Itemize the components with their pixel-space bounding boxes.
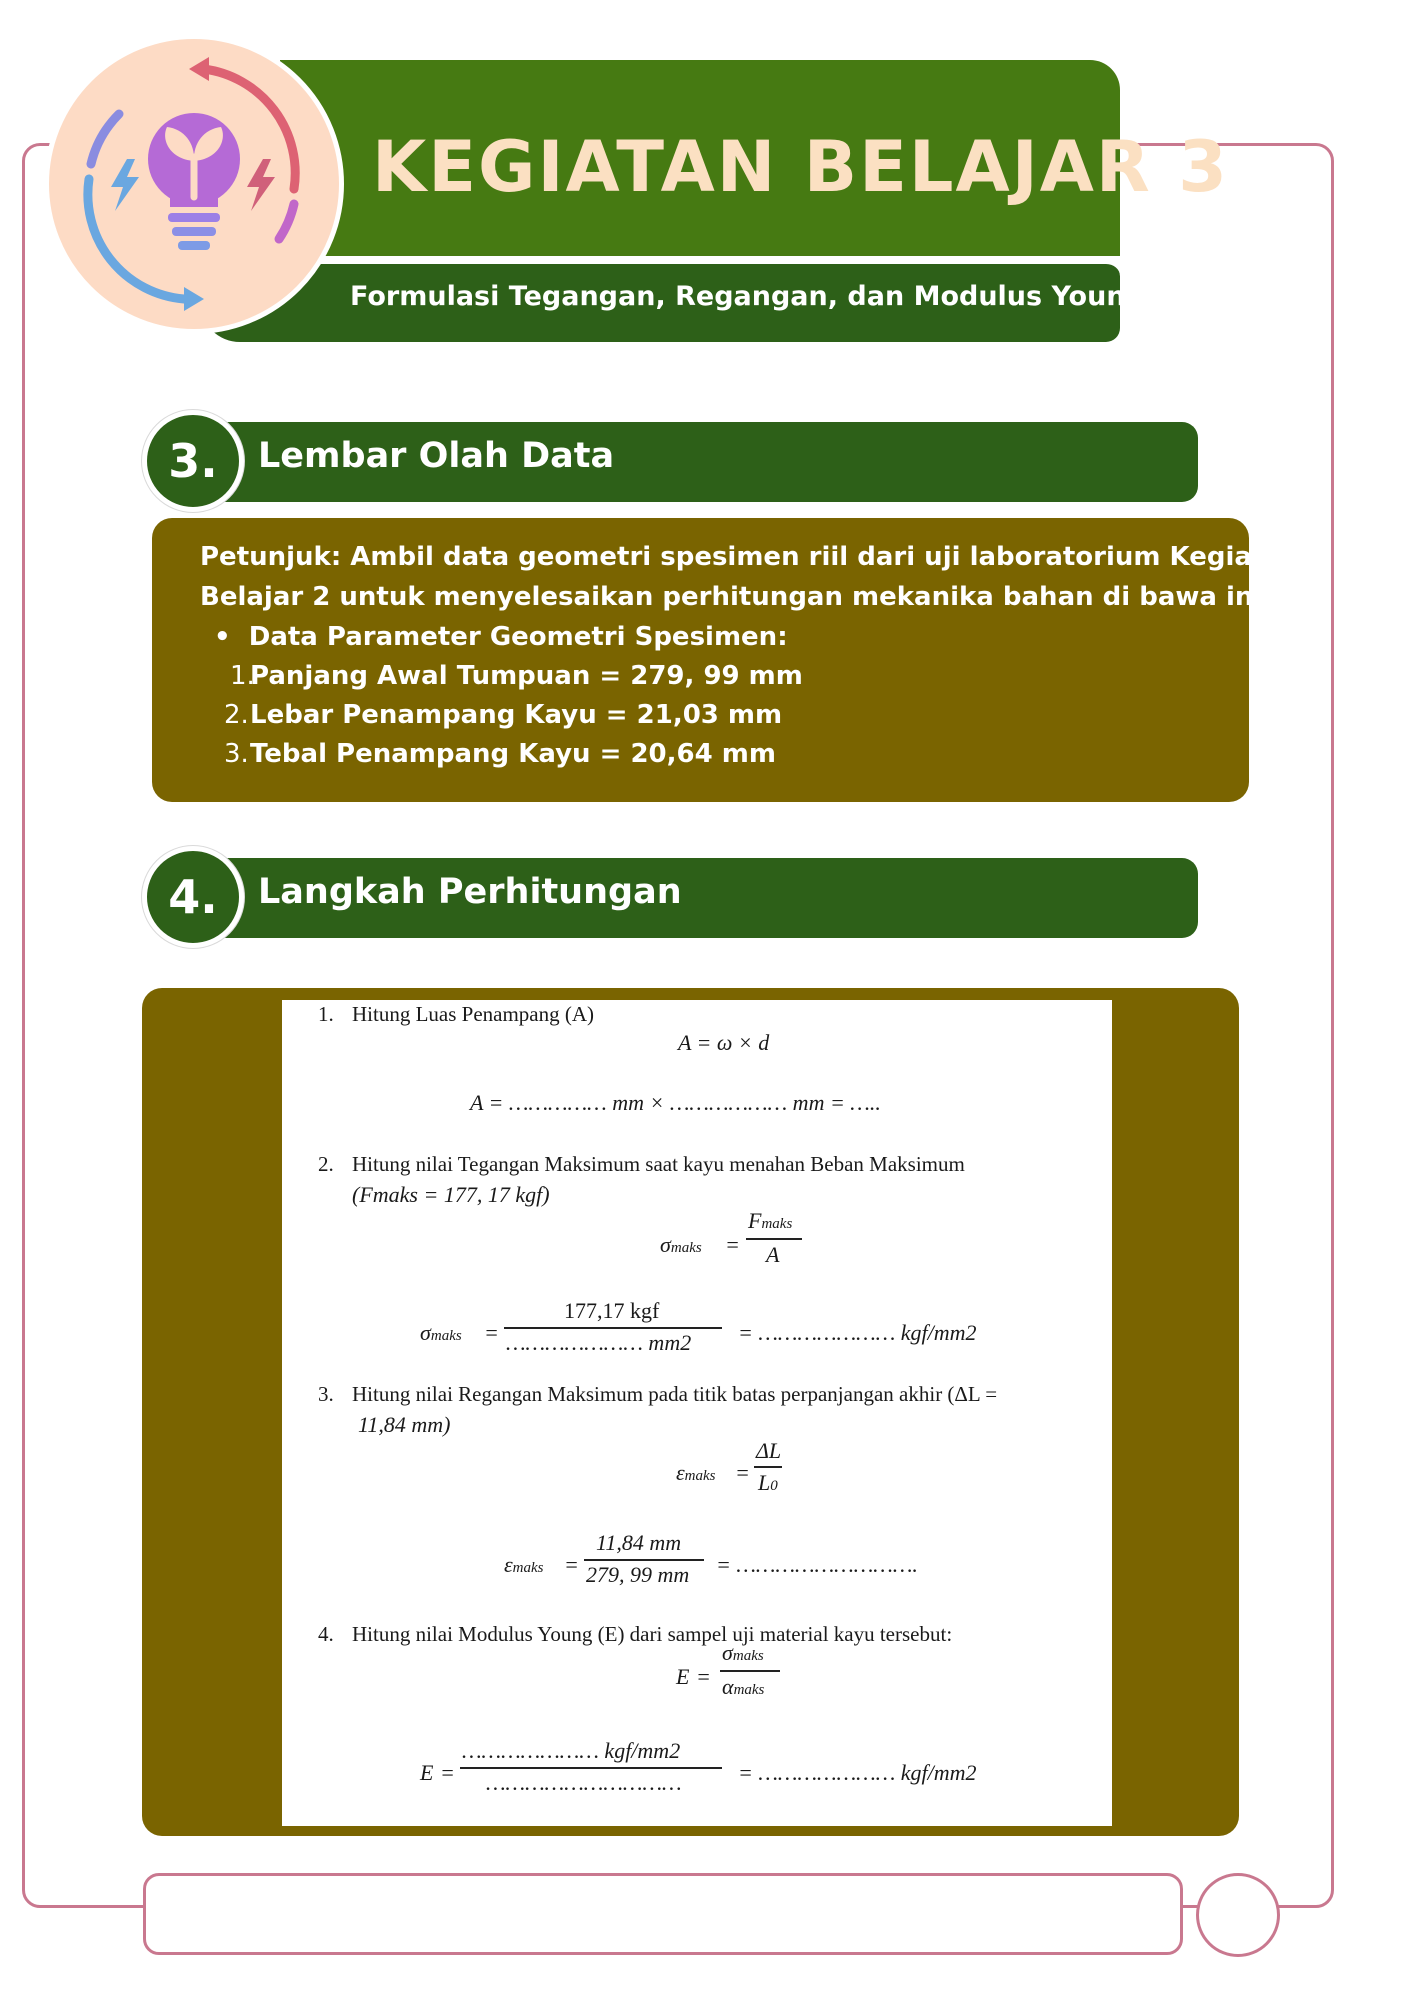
- step-4-denominator: αmaks: [722, 1674, 765, 1699]
- instructions-bullet: • Data Parameter Geometri Spesimen:: [214, 622, 788, 652]
- step-2-work-rhs: = ………………… kgf/mm2: [738, 1320, 977, 1345]
- step-2-work-eq: =: [484, 1320, 499, 1345]
- item-number: 3.: [224, 739, 249, 769]
- fraction-line: [460, 1767, 722, 1769]
- step-3-text: Hitung nilai Regangan Maksimum pada titik batas perpanjangan akhir (ΔL =: [352, 1382, 998, 1406]
- item-text: Lebar Penampang Kayu = 21,03 mm: [250, 700, 783, 730]
- section-4-number: 4.: [168, 870, 218, 924]
- step-2-work-lhs: σmaks: [420, 1320, 462, 1345]
- step-3-numerator: ΔL: [756, 1438, 782, 1463]
- instructions-box: [152, 518, 1301, 802]
- fraction-line: [746, 1238, 802, 1240]
- page-subtitle: Formulasi Tegangan, Regangan, dan Modulus Young: [350, 281, 1145, 312]
- step-4-work-lhs: E: [420, 1760, 434, 1785]
- fraction-line: [504, 1327, 722, 1329]
- logo: [44, 34, 344, 334]
- step-3-eq: =: [735, 1460, 750, 1485]
- item-number: 1.: [230, 661, 255, 691]
- step-4-lhs: E: [676, 1664, 690, 1689]
- section-4-title: Langkah Perhitungan: [258, 872, 682, 912]
- step-3-work-lhs: εmaks: [504, 1552, 544, 1577]
- step-2-denominator: A: [766, 1242, 780, 1267]
- fraction-line: [584, 1559, 704, 1561]
- step-2-text: Hitung nilai Tegangan Maksimum saat kayu menahan Beban Maksimum: [352, 1152, 965, 1176]
- step-2-given: (Fmaks = 177, 17 kgf): [352, 1182, 550, 1207]
- step-3-denominator: L0: [758, 1470, 778, 1495]
- step-1-formula: A = ω × d: [678, 1030, 770, 1055]
- footer-circle: [1196, 1873, 1280, 1957]
- step-1-text: Hitung Luas Penampang (A): [352, 1002, 595, 1026]
- step-4-numerator: σmaks: [722, 1640, 764, 1665]
- step-4-work-numerator: ………………… kgf/mm2: [462, 1738, 681, 1763]
- step-3-work-eq: =: [564, 1552, 579, 1577]
- step-2-work-numerator: 177,17 kgf: [564, 1298, 660, 1323]
- footer-bar: [143, 1873, 1183, 1955]
- bullet-label: Data Parameter Geometri Spesimen:: [248, 622, 788, 652]
- step-number: 3.: [318, 1382, 334, 1406]
- step-1-work: A = …………… mm × ……………… mm = …..: [470, 1090, 881, 1115]
- step-3-work-numerator: 11,84 mm: [596, 1530, 682, 1555]
- instructions-line-1: Petunjuk: Ambil data geometri spesimen riil dari uji laboratorium Kegiatan: [200, 542, 1301, 572]
- instructions-line-2: Belajar 2 untuk menyelesaikan perhitungan mekanika bahan di bawa ini!: [200, 582, 1275, 612]
- lightbulb-plant-icon: [49, 39, 339, 329]
- step-4-eq: =: [696, 1664, 711, 1689]
- calculation-sheet: [282, 1000, 1112, 1826]
- step-4-work-rhs: = ………………… kgf/mm2: [738, 1760, 977, 1785]
- item-text: Panjang Awal Tumpuan = 279, 99 mm: [250, 661, 803, 691]
- fraction-line: [754, 1466, 782, 1468]
- step-number: 4.: [318, 1622, 334, 1646]
- item-text: Tebal Penampang Kayu = 20,64 mm: [250, 739, 776, 769]
- step-3-lhs: εmaks: [676, 1460, 716, 1485]
- step-3-given: 11,84 mm): [358, 1412, 451, 1437]
- fraction-line: [720, 1670, 780, 1672]
- step-4-work-eq: =: [440, 1760, 455, 1785]
- section-3-number: 3.: [168, 434, 218, 488]
- item-number: 2.: [224, 700, 249, 730]
- step-4-work-denominator: …………………………: [486, 1770, 682, 1795]
- step-3-work-rhs: = ……………………….: [716, 1552, 918, 1577]
- step-2-numerator: Fmaks: [748, 1208, 793, 1233]
- step-2-eq: =: [725, 1232, 740, 1257]
- step-number: 1.: [318, 1002, 334, 1026]
- step-2-lhs: σmaks: [660, 1232, 702, 1257]
- step-number: 2.: [318, 1152, 334, 1176]
- page-title: KEGIATAN BELAJAR 3: [372, 126, 1229, 208]
- section-3-title: Lembar Olah Data: [258, 436, 615, 476]
- step-4-text: Hitung nilai Modulus Young (E) dari sampel uji material kayu tersebut:: [352, 1622, 953, 1646]
- step-3-work-denominator: 279, 99 mm: [586, 1562, 690, 1587]
- step-2-work-denominator: ………………… mm2: [506, 1330, 692, 1355]
